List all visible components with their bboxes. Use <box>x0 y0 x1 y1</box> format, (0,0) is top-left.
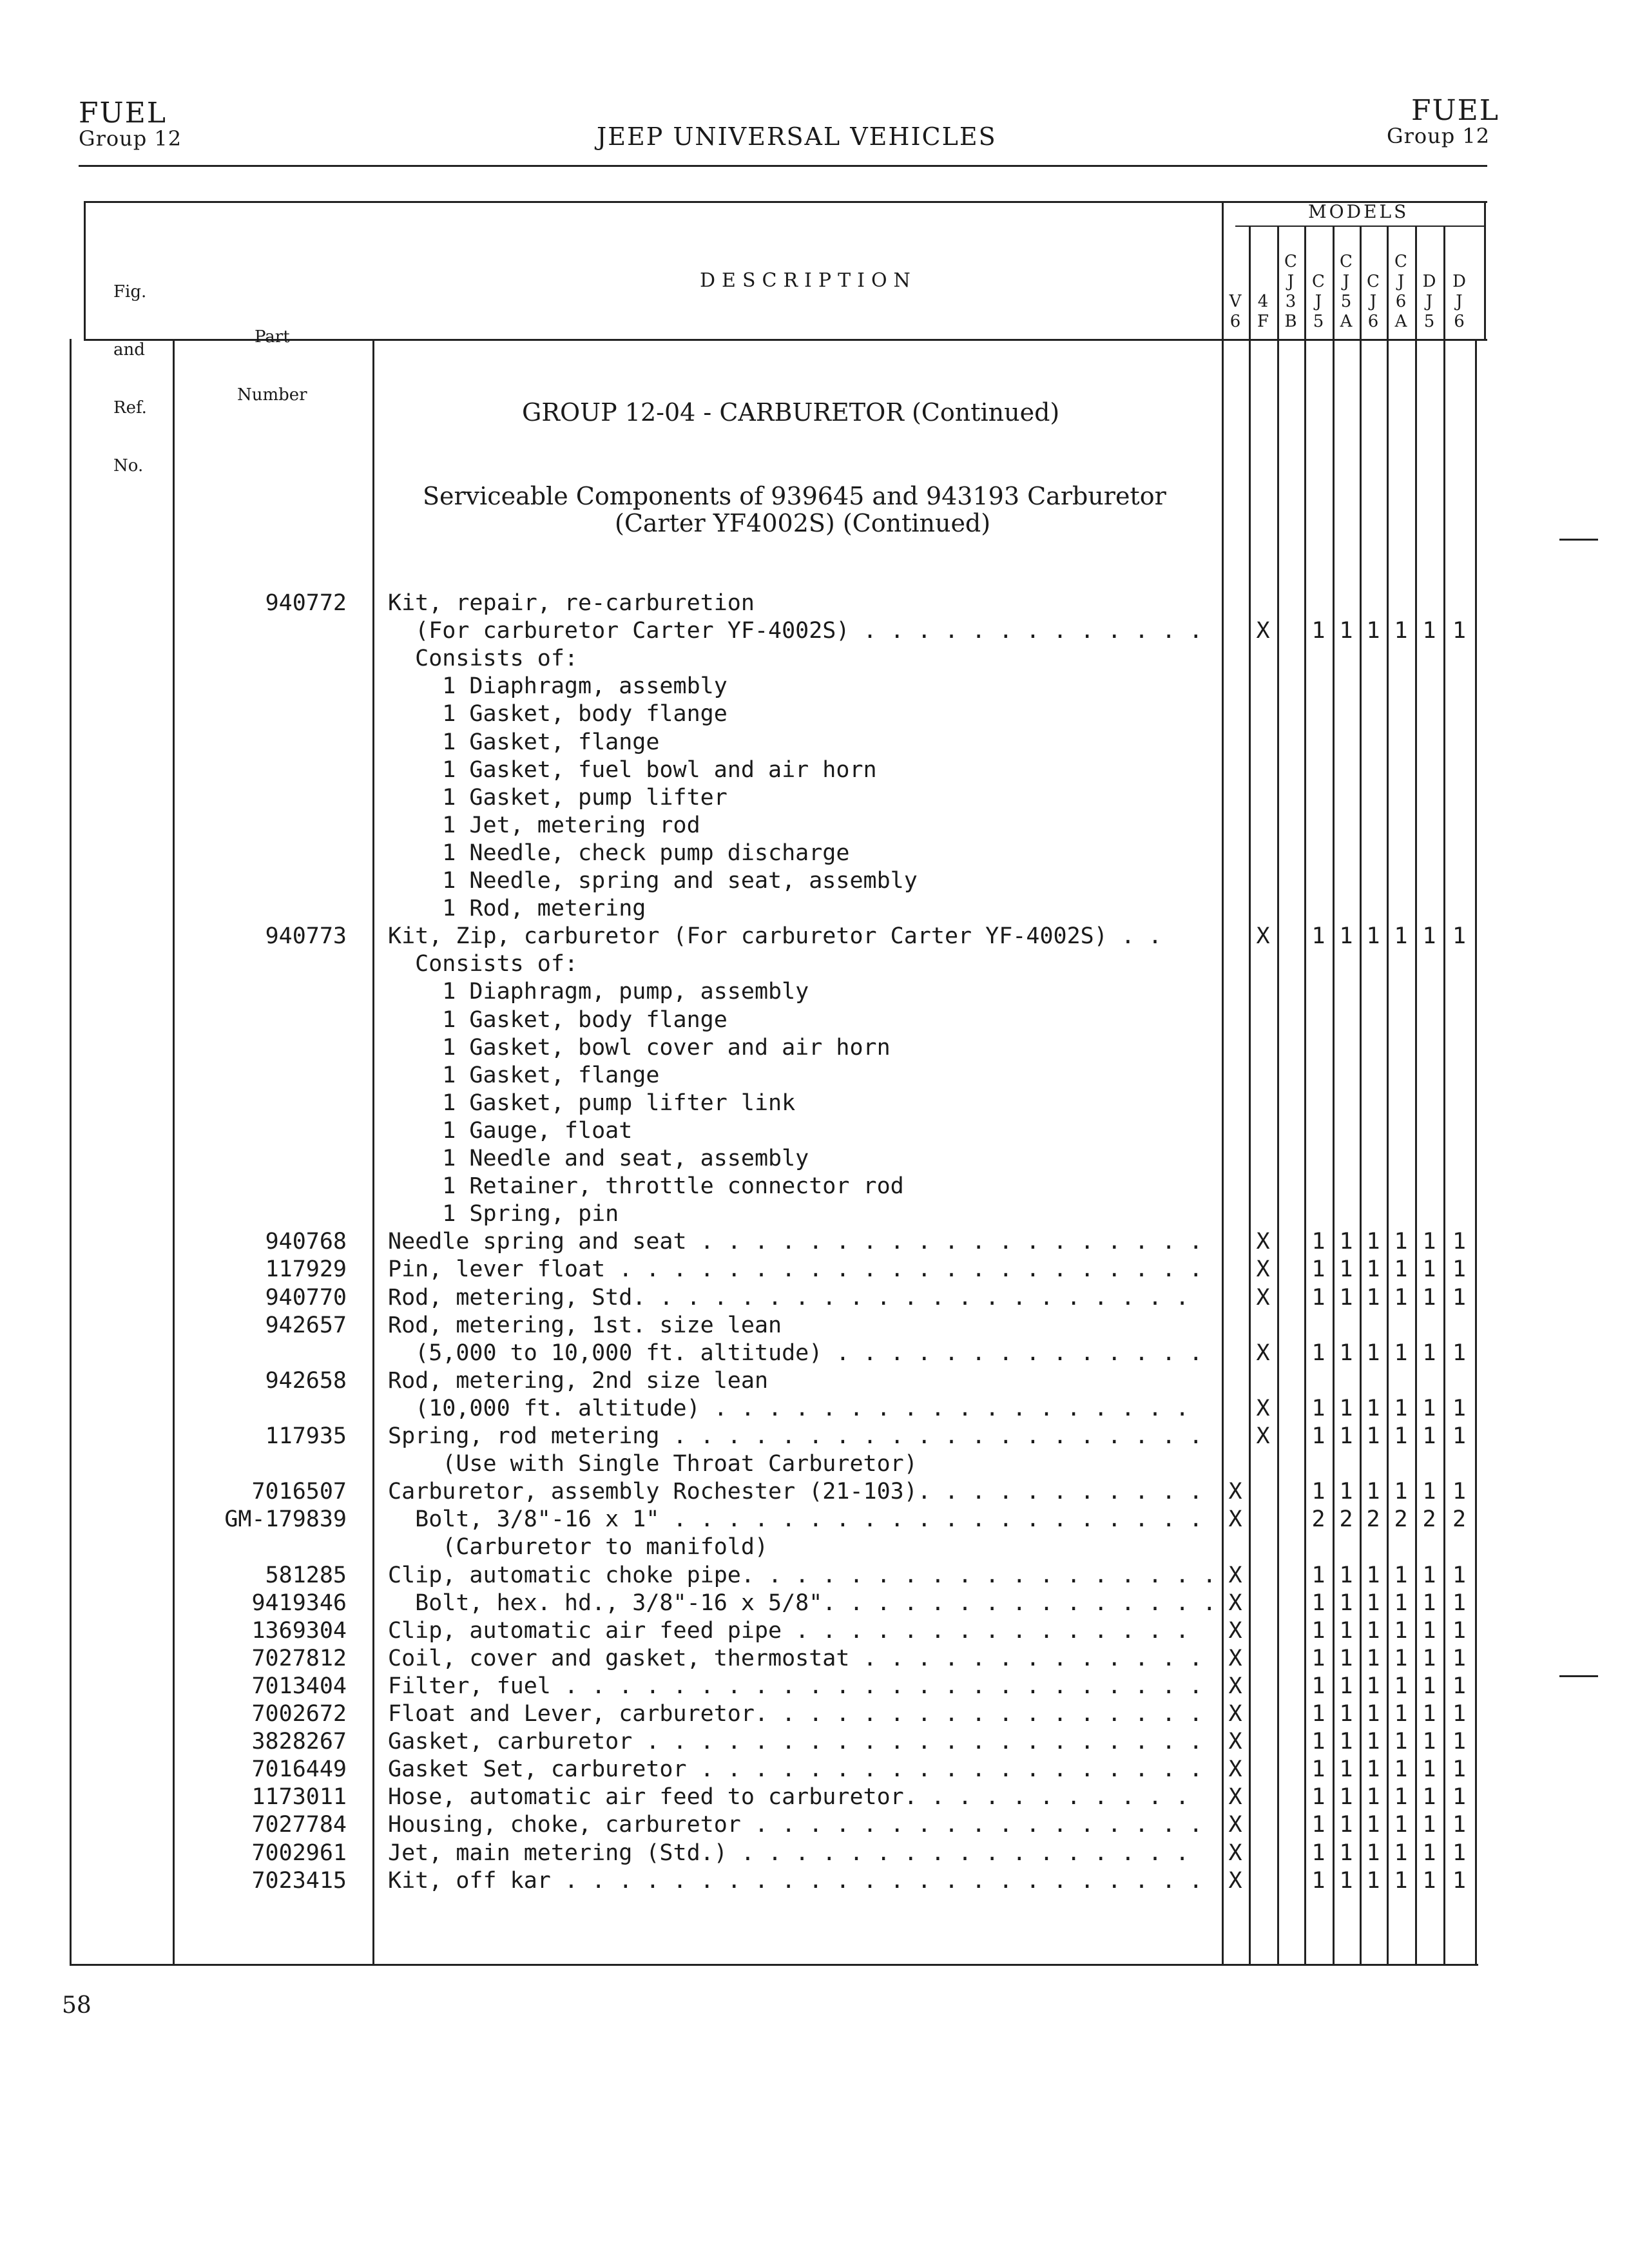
model-quantity: 1 <box>1452 1645 1467 1671</box>
model-quantity: 1 <box>1422 1729 1436 1755</box>
model-quantity: 1 <box>1311 923 1325 950</box>
part-description: Rod, metering, 1st. size lean <box>388 1312 782 1338</box>
model-quantity: 1 <box>1452 1867 1467 1894</box>
model-quantity: 1 <box>1366 1867 1380 1894</box>
part-description: 1 Diaphragm, pump, assembly <box>388 979 809 1005</box>
table-top-rule <box>84 201 1487 203</box>
model-col-divider <box>1443 226 1445 1965</box>
model-quantity: 1 <box>1366 1590 1380 1616</box>
part-description: 1 Gasket, flange <box>388 1062 660 1088</box>
model-quantity: 1 <box>1366 1284 1380 1311</box>
part-number: 117929 <box>265 1256 347 1283</box>
model-col-divider <box>1249 226 1251 1965</box>
model-quantity: 1 <box>1366 1701 1380 1727</box>
model-quantity: 1 <box>1366 1729 1380 1755</box>
model-quantity: 1 <box>1311 1840 1325 1866</box>
model-quantity: X <box>1228 1590 1242 1616</box>
model-quantity: 1 <box>1366 1229 1380 1255</box>
model-quantity: 1 <box>1366 1784 1380 1811</box>
margin-mark <box>1559 539 1598 541</box>
model-quantity: 1 <box>1311 1867 1325 1894</box>
model-quantity: 2 <box>1339 1506 1353 1533</box>
part-number: 940773 <box>265 923 347 950</box>
model-quantity: 1 <box>1422 1701 1436 1727</box>
model-quantity: 1 <box>1311 1479 1325 1505</box>
part-description: Consists of: <box>388 646 579 672</box>
model-quantity: 1 <box>1452 1617 1467 1644</box>
model-quantity: 1 <box>1422 1784 1436 1811</box>
model-column-header: V 6 <box>1229 292 1242 331</box>
part-number: GM-179839 <box>224 1506 347 1533</box>
model-quantity: 1 <box>1394 1701 1408 1727</box>
part-number: 7013404 <box>251 1673 347 1699</box>
part-number: 117935 <box>265 1423 347 1449</box>
model-quantity: 1 <box>1339 1729 1353 1755</box>
part-description: 1 Gasket, pump lifter <box>388 784 728 811</box>
model-quantity: 1 <box>1339 1867 1353 1894</box>
part-number-line: Number <box>237 385 307 405</box>
part-description: (For carburetor Carter YF-4002S) . . . . . . . . . . . . . <box>388 618 1203 644</box>
model-quantity: 1 <box>1422 1617 1436 1644</box>
fig-ref-line: and <box>113 340 145 360</box>
model-quantity: 2 <box>1452 1506 1467 1533</box>
part-description: 1 Gauge, float <box>388 1117 633 1144</box>
model-quantity: X <box>1228 1617 1242 1644</box>
model-quantity: 1 <box>1452 1340 1467 1366</box>
model-quantity: 1 <box>1452 1840 1467 1866</box>
model-quantity: 1 <box>1394 618 1408 644</box>
part-description: 1 Gasket, body flange <box>388 701 728 727</box>
model-quantity: X <box>1228 1812 1242 1838</box>
page-number: 58 <box>62 1992 92 2019</box>
model-quantity: 1 <box>1339 1423 1353 1449</box>
model-quantity: 1 <box>1394 1673 1408 1699</box>
model-quantity: X <box>1228 1645 1242 1671</box>
model-quantity: 1 <box>1422 1840 1436 1866</box>
part-number: 7016507 <box>251 1479 347 1505</box>
part-number: 9419346 <box>251 1590 347 1616</box>
part-number: 581285 <box>265 1562 347 1588</box>
model-quantity: X <box>1256 1340 1270 1366</box>
model-quantity: 1 <box>1452 1756 1467 1783</box>
part-description: Carburetor, assembly Rochester (21-103). . . . . . . . . . . <box>388 1479 1203 1505</box>
table-right-edge <box>1475 339 1477 1965</box>
model-quantity: 1 <box>1339 1395 1353 1421</box>
model-quantity: 1 <box>1452 1229 1467 1255</box>
part-number: 940768 <box>265 1229 347 1255</box>
table-left-edge-top <box>84 201 86 340</box>
part-description: Consists of: <box>388 951 579 977</box>
model-col-divider <box>1277 226 1279 1965</box>
part-description: Bolt, hex. hd., 3/8"-16 x 5/8". . . . . . . . . . . . . . . <box>388 1590 1217 1616</box>
model-quantity: 1 <box>1422 1590 1436 1616</box>
model-quantity: 1 <box>1452 923 1467 950</box>
model-quantity: 1 <box>1422 1256 1436 1283</box>
model-quantity: 1 <box>1339 1673 1353 1699</box>
models-rule <box>1235 226 1486 227</box>
part-number: 7023415 <box>251 1867 347 1894</box>
part-col-divider <box>372 339 374 1965</box>
part-number: 7027784 <box>251 1812 347 1838</box>
model-quantity: 1 <box>1339 1340 1353 1366</box>
model-quantity: 1 <box>1394 1645 1408 1671</box>
fig-ref-line: No. <box>113 456 144 476</box>
model-quantity: X <box>1228 1673 1242 1699</box>
model-quantity: 1 <box>1394 1590 1408 1616</box>
part-number: 1369304 <box>251 1617 347 1644</box>
model-quantity: X <box>1228 1729 1242 1755</box>
models-label: MODELS <box>1308 201 1409 222</box>
model-quantity: 1 <box>1394 1784 1408 1811</box>
model-quantity: 1 <box>1422 618 1436 644</box>
model-quantity: 1 <box>1394 1617 1408 1644</box>
model-column-header: C J 6 A <box>1394 252 1407 331</box>
section-subtitle-1: Serviceable Components of 939645 and 943193 Carburetor <box>423 482 1166 510</box>
model-quantity: 1 <box>1394 1562 1408 1588</box>
model-quantity: 1 <box>1422 1479 1436 1505</box>
model-quantity: X <box>1228 1562 1242 1588</box>
table-bottom-rule <box>70 1964 1478 1966</box>
fig-ref-line: Ref. <box>113 398 147 418</box>
part-description: Clip, automatic choke pipe. . . . . . . . . . . . . . . . . . <box>388 1562 1217 1588</box>
model-column-header: C J 3 B <box>1284 252 1297 331</box>
model-quantity: 1 <box>1311 1756 1325 1783</box>
model-quantity: 1 <box>1394 1756 1408 1783</box>
part-description: 1 Needle, check pump discharge <box>388 840 850 866</box>
part-number: 942658 <box>265 1367 347 1394</box>
model-quantity: 1 <box>1452 1784 1467 1811</box>
model-quantity: X <box>1228 1840 1242 1866</box>
part-description: 1 Needle, spring and seat, assembly <box>388 868 918 894</box>
model-quantity: 1 <box>1422 1756 1436 1783</box>
model-quantity: 1 <box>1394 1395 1408 1421</box>
header-right-group: Group 12 <box>1387 124 1490 148</box>
model-quantity: 1 <box>1394 1812 1408 1838</box>
model-column-header: D J 5 <box>1422 272 1436 331</box>
model-quantity: X <box>1228 1784 1242 1811</box>
model-quantity: 1 <box>1339 1617 1353 1644</box>
model-quantity: 1 <box>1339 1479 1353 1505</box>
model-quantity: 1 <box>1339 1256 1353 1283</box>
model-quantity: 1 <box>1339 1645 1353 1671</box>
model-quantity: 1 <box>1366 1562 1380 1588</box>
part-description: Needle spring and seat . . . . . . . . . . . . . . . . . . . <box>388 1229 1203 1255</box>
model-quantity: 1 <box>1452 1701 1467 1727</box>
model-quantity: 1 <box>1311 1812 1325 1838</box>
model-quantity: 1 <box>1311 1590 1325 1616</box>
part-description: (Carburetor to manifold) <box>388 1534 769 1561</box>
model-quantity: 1 <box>1394 1340 1408 1366</box>
part-number: 1173011 <box>251 1784 347 1811</box>
model-quantity: 1 <box>1422 1423 1436 1449</box>
part-description: Filter, fuel . . . . . . . . . . . . . . . . . . . . . . . . <box>388 1673 1203 1699</box>
part-description: Bolt, 3/8"-16 x 1" . . . . . . . . . . . . . . . . . . . . <box>388 1506 1203 1533</box>
model-quantity: 1 <box>1452 1812 1467 1838</box>
model-quantity: 1 <box>1452 1423 1467 1449</box>
model-quantity: 1 <box>1394 1729 1408 1755</box>
model-quantity: 1 <box>1339 923 1353 950</box>
model-quantity: 1 <box>1366 1756 1380 1783</box>
part-description: Coil, cover and gasket, thermostat . . . . . . . . . . . . . <box>388 1645 1203 1671</box>
model-quantity: 1 <box>1366 1812 1380 1838</box>
part-description: Pin, lever float . . . . . . . . . . . . . . . . . . . . . . <box>388 1256 1203 1283</box>
model-quantity: 1 <box>1422 1284 1436 1311</box>
part-description: Kit, repair, re-carburetion <box>388 590 755 616</box>
part-description: Rod, metering, 2nd size lean <box>388 1367 769 1394</box>
part-description: Rod, metering, Std. . . . . . . . . . . . . . . . . . . . . <box>388 1284 1190 1311</box>
part-number-line: Part <box>254 327 290 347</box>
model-quantity: 1 <box>1394 1867 1408 1894</box>
model-quantity: 1 <box>1366 1256 1380 1283</box>
part-description: (5,000 to 10,000 ft. altitude) . . . . . . . . . . . . . . <box>388 1340 1203 1366</box>
model-quantity: X <box>1256 923 1270 950</box>
part-description: 1 Jet, metering rod <box>388 812 700 838</box>
model-quantity: 1 <box>1339 1284 1353 1311</box>
model-quantity: 1 <box>1394 1479 1408 1505</box>
part-description: Gasket Set, carburetor . . . . . . . . . . . . . . . . . . . <box>388 1756 1203 1783</box>
header-rule <box>79 165 1487 167</box>
margin-mark <box>1559 1675 1598 1677</box>
model-quantity: X <box>1256 1284 1270 1311</box>
part-number: 7027812 <box>251 1645 347 1671</box>
part-number: 940770 <box>265 1284 347 1311</box>
part-description: Gasket, carburetor . . . . . . . . . . . . . . . . . . . . . <box>388 1729 1203 1755</box>
model-quantity: 1 <box>1366 618 1380 644</box>
model-quantity: 1 <box>1366 1395 1380 1421</box>
model-quantity: 1 <box>1311 1562 1325 1588</box>
part-description: Housing, choke, carburetor . . . . . . . . . . . . . . . . . <box>388 1812 1203 1838</box>
model-quantity: X <box>1256 1229 1270 1255</box>
model-quantity: X <box>1228 1756 1242 1783</box>
part-number: 7002961 <box>251 1840 347 1866</box>
model-column-header: C J 5 <box>1312 272 1325 331</box>
fig-ref-line: Fig. <box>113 282 147 302</box>
part-description: Kit, Zip, carburetor (For carburetor Carter YF-4002S) . . <box>388 923 1162 950</box>
model-quantity: 1 <box>1311 618 1325 644</box>
model-quantity: 1 <box>1339 618 1353 644</box>
model-quantity: 1 <box>1311 1784 1325 1811</box>
model-column-header: C J 6 <box>1367 272 1380 331</box>
model-quantity: 1 <box>1394 1256 1408 1283</box>
part-number: 7016449 <box>251 1756 347 1783</box>
model-quantity: 1 <box>1366 1840 1380 1866</box>
model-quantity: 1 <box>1422 923 1436 950</box>
part-number-header <box>237 289 307 443</box>
part-description: Hose, automatic air feed to carburetor. . . . . . . . . . . <box>388 1784 1190 1811</box>
model-quantity: 1 <box>1394 1229 1408 1255</box>
model-quantity: 1 <box>1452 1284 1467 1311</box>
model-quantity: 1 <box>1366 1423 1380 1449</box>
model-quantity: 1 <box>1452 1256 1467 1283</box>
model-quantity: 1 <box>1339 1812 1353 1838</box>
model-quantity: 1 <box>1339 1784 1353 1811</box>
model-quantity: 1 <box>1311 1729 1325 1755</box>
header-left-group: Group 12 <box>79 126 182 151</box>
model-quantity: X <box>1228 1867 1242 1894</box>
model-quantity: 1 <box>1339 1756 1353 1783</box>
table-right-edge-top <box>1484 201 1486 340</box>
header-left-title: FUEL <box>79 97 167 130</box>
model-quantity: 1 <box>1394 923 1408 950</box>
model-quantity: 1 <box>1339 1229 1353 1255</box>
model-quantity: 1 <box>1311 1256 1325 1283</box>
fig-ref-header <box>113 244 147 514</box>
part-description: 1 Gasket, bowl cover and air horn <box>388 1034 891 1061</box>
part-number: 942657 <box>265 1312 347 1338</box>
model-quantity: 1 <box>1422 1229 1436 1255</box>
model-quantity: 1 <box>1452 1673 1467 1699</box>
model-quantity: 1 <box>1422 1340 1436 1366</box>
part-number: 3828267 <box>251 1729 347 1755</box>
model-quantity: X <box>1228 1506 1242 1533</box>
model-quantity: 1 <box>1311 1701 1325 1727</box>
model-quantity: 1 <box>1452 1590 1467 1616</box>
model-quantity: 1 <box>1422 1645 1436 1671</box>
model-quantity: 1 <box>1452 1479 1467 1505</box>
part-description: Jet, main metering (Std.) . . . . . . . . . . . . . . . . . <box>388 1840 1190 1866</box>
model-quantity: X <box>1228 1479 1242 1505</box>
model-quantity: 1 <box>1366 923 1380 950</box>
model-quantity: 1 <box>1394 1284 1408 1311</box>
part-description: (Use with Single Throat Carburetor) <box>388 1451 918 1477</box>
table-left-edge <box>70 339 72 1965</box>
model-quantity: X <box>1256 1256 1270 1283</box>
model-quantity: 1 <box>1452 1729 1467 1755</box>
model-quantity: X <box>1256 1423 1270 1449</box>
model-quantity: 1 <box>1422 1867 1436 1894</box>
part-description: 1 Diaphragm, assembly <box>388 673 728 700</box>
model-quantity: 1 <box>1422 1562 1436 1588</box>
model-quantity: 1 <box>1311 1229 1325 1255</box>
model-column-header: D J 6 <box>1452 272 1466 331</box>
model-quantity: 1 <box>1366 1479 1380 1505</box>
model-quantity: X <box>1256 618 1270 644</box>
model-quantity: 2 <box>1394 1506 1408 1533</box>
model-quantity: 1 <box>1394 1423 1408 1449</box>
model-quantity: 1 <box>1339 1701 1353 1727</box>
model-quantity: 1 <box>1366 1673 1380 1699</box>
part-number: 940772 <box>265 590 347 616</box>
header-right-title: FUEL <box>1411 94 1499 127</box>
part-description: 1 Needle and seat, assembly <box>388 1146 809 1171</box>
model-column-header: C J 5 A <box>1340 252 1353 331</box>
model-quantity: 1 <box>1394 1840 1408 1866</box>
part-description: Kit, off kar . . . . . . . . . . . . . . . . . . . . . . . . <box>388 1867 1203 1894</box>
header-center-title: JEEP UNIVERSAL VEHICLES <box>597 122 997 151</box>
group-title: GROUP 12-04 - CARBURETOR (Continued) <box>522 398 1060 427</box>
model-quantity: 1 <box>1452 1395 1467 1421</box>
description-header: DESCRIPTION <box>700 269 917 292</box>
model-quantity: X <box>1228 1701 1242 1727</box>
model-quantity: 1 <box>1311 1395 1325 1421</box>
part-description: (10,000 ft. altitude) . . . . . . . . . . . . . . . . . . <box>388 1395 1190 1421</box>
model-quantity: 1 <box>1366 1645 1380 1671</box>
part-description: 1 Rod, metering <box>388 896 646 922</box>
model-quantity: X <box>1256 1395 1270 1421</box>
model-quantity: 1 <box>1311 1645 1325 1671</box>
model-quantity: 1 <box>1366 1340 1380 1366</box>
section-subtitle-2: (Carter YF4002S) (Continued) <box>615 509 991 537</box>
model-quantity: 2 <box>1311 1506 1325 1533</box>
model-quantity: 1 <box>1311 1617 1325 1644</box>
model-quantity: 1 <box>1339 1840 1353 1866</box>
part-description: Float and Lever, carburetor. . . . . . . . . . . . . . . . . <box>388 1701 1203 1727</box>
model-quantity: 2 <box>1422 1506 1436 1533</box>
part-description: 1 Spring, pin <box>388 1201 619 1227</box>
part-number: 7002672 <box>251 1701 347 1727</box>
model-quantity: 1 <box>1452 1562 1467 1588</box>
part-description: Spring, rod metering . . . . . . . . . . . . . . . . . . . . <box>388 1423 1203 1449</box>
model-quantity: 1 <box>1422 1812 1436 1838</box>
model-quantity: 1 <box>1422 1673 1436 1699</box>
model-quantity: 1 <box>1422 1395 1436 1421</box>
model-quantity: 1 <box>1452 618 1467 644</box>
part-description: 1 Gasket, pump lifter link <box>388 1090 796 1116</box>
part-description: 1 Retainer, throttle connector rod <box>388 1173 904 1200</box>
part-description: 1 Gasket, body flange <box>388 1006 728 1033</box>
model-quantity: 1 <box>1311 1340 1325 1366</box>
model-quantity: 1 <box>1339 1590 1353 1616</box>
part-description: 1 Gasket, fuel bowl and air horn <box>388 756 877 783</box>
model-quantity: 2 <box>1366 1506 1380 1533</box>
model-quantity: 1 <box>1311 1423 1325 1449</box>
model-quantity: 1 <box>1311 1673 1325 1699</box>
model-quantity: 1 <box>1311 1284 1325 1311</box>
model-quantity: 1 <box>1339 1562 1353 1588</box>
part-description: 1 Gasket, flange <box>388 729 660 755</box>
part-description: Clip, automatic air feed pipe . . . . . . . . . . . . . . . <box>388 1617 1190 1644</box>
fig-col-divider <box>173 339 175 1965</box>
model-quantity: 1 <box>1366 1617 1380 1644</box>
model-column-header: 4 F <box>1257 292 1269 331</box>
